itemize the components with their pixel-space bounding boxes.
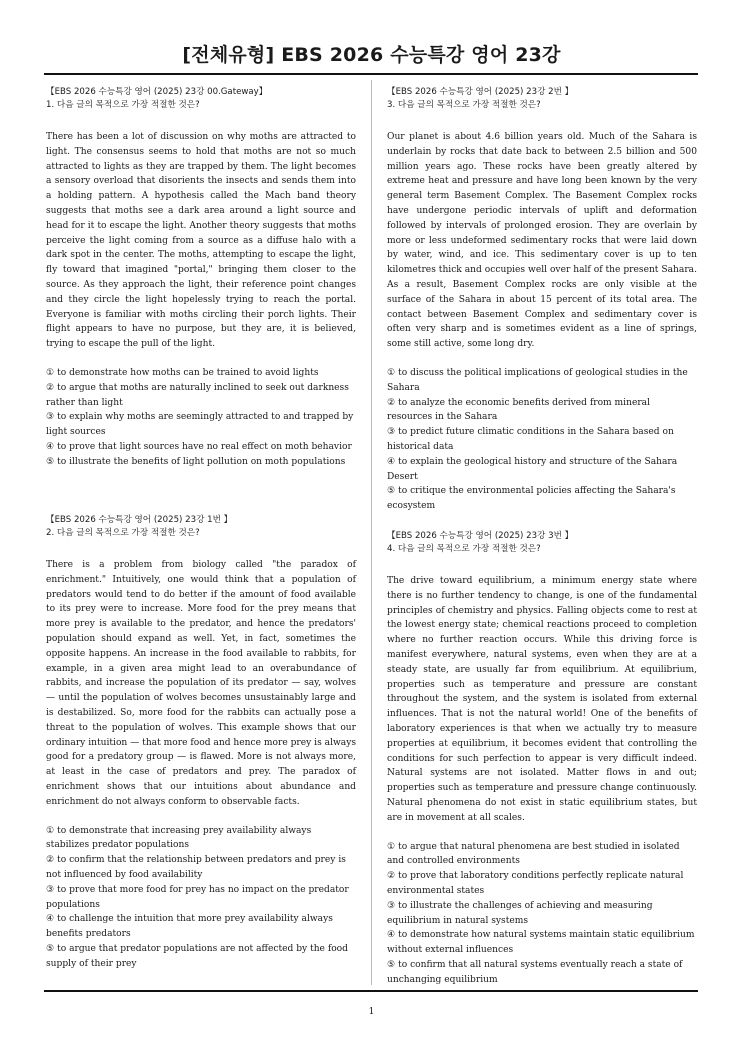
question-passage: Our planet is about 4.6 billion years old. Much of the Sahara is underlain by rocks that date back to between 2.5 billion and 500 million years ago. These rocks have been greatly altered by extreme heat and pressure and have long been known by the very general term Basement Complex. The Basement Complex rocks have undergone periodic intervals of uplift and deformation followed by intervals of prolonged erosion. They are overlain by more or less undeformed sedimentary rocks that were laid down by water, wind, and ice. This sedimentary cover is up to ten kilometres thick and occupies well over half of the present Sahara. As a result, Basement Complex rocks are only visible at the surface of the Sahara in about 15 percent of its total area. The contact between Basement Complex and sedimentary cover is often very sharp and is sometimes evident as a line of springs, some still active, some long dry.: [387, 132, 697, 350]
question-passage: There has been a lot of discussion on why moths are attracted to light. The consensus seems to hold that moths are not so much attracted to lights as they are trapped by them. The light becomes a sensory overload that disorients the insects and sends them into a holding pattern. A hypothesis called the Mach band theory suggests that moths see a dark area around a light source and head for it to escape the light. Another theory suggests that moths perceive the light coming from a source as a diffuse halo with a dark spot in the center. The moths, attempting to escape the light, fly toward that imagined "portal," bringing them closer to the source. As they approach the light, their reference point changes and they circle the light hopelessly trying to reach the portal. Everyone is familiar with moths circling their porch lights. Their flight appears to have no purpose, but they are, it is believed, trying to escape the pull of the light.: [46, 132, 356, 350]
answer-option: ③ to prove that more food for prey has no impact on the predator populations: [46, 884, 349, 910]
page-title: [전체유형] EBS 2026 수능특강 영어 23강: [182, 44, 561, 66]
answer-option: ③ to explain why moths are seemingly attracted to and trapped by light sources: [46, 412, 354, 438]
answer-option: ② to prove that laboratory conditions perfectly replicate natural environmental states: [387, 871, 684, 896]
answer-option: ⑤ to critique the environmental policies affecting the Sahara's ecosystem: [387, 486, 676, 512]
question-2: [46, 514, 356, 972]
question-passage: The drive toward equilibrium, a minimum energy state where there is no further tendency to change, is one of the fundamental principles of chemistry and physics. Falling objects come to rest at the lowest energy state; chemical reactions proceed to completion where no further reaction occurs. While this driving force is manifest everywhere, natural systems, even when they are at a steady state, are usually far from equilibrium. At equilibrium, properties such as temperature and pressure are constant throughout the system, and the system is isolated from external influences. That is not the natural world! One of the benefits of laboratory experiences is that when we actually try to measure properties at equilibrium, it becomes evident that controlling the conditions for such perfection to appear is very difficult indeed. Natural systems are not isolated. Matter flows in and out; properties such as temperature and pressure change continuously. Natural phenomena do not exist in static equilibrium states, but are in movement at all scales.: [387, 576, 697, 823]
top-rule: [44, 73, 698, 75]
answer-options: [46, 366, 356, 470]
question-source: 【EBS 2026 수능특강 영어 (2025) 23강 3번 】: [387, 531, 574, 541]
question-prompt: 3. 다음 글의 목적으로 가장 적절한 것은?: [387, 100, 541, 110]
question-passage: There is a problem from biology called "the paradox of enrichment." Intuitively, one would think that a population of predators would tend to do better if the amount of food available to its prey were to increase. More food for the prey means that more prey is available to the predator, and hence the predators' population should expand as well. Yet, in fact, sometimes the opposite happens. An increase in the food available to rabbits, for example, in a given area might lead to an overabundance of rabbits, and increase the population of its predator — say, wolves — until the population of wolves becomes unsustainably large and is destabilized. So, more food for the rabbits can actually pose a threat to the population of wolves. This example shows that our ordinary intuition — that more food and hence more prey is always good for a predatory group — is flawed. More is not always more, at least in the case of predators and prey. The paradox of enrichment shows that our intuitions about abundance and enrichment do not always conform to observable facts.: [46, 560, 356, 807]
answer-option: ⑤ to illustrate the benefits of light pollution on moth populations: [46, 456, 346, 467]
answer-option: ⑤ to confirm that all natural systems eventually reach a state of unchanging equilibrium: [387, 959, 683, 985]
question-3: [387, 86, 697, 514]
column-divider: [371, 80, 372, 985]
answer-option: ⑤ to argue that predator populations are not affected by the food supply of their prey: [46, 943, 348, 969]
question-4: [387, 530, 697, 988]
page-number: 1: [368, 1007, 375, 1017]
answer-options: [387, 366, 697, 514]
question-source: 【EBS 2026 수능특강 영어 (2025) 23강 00.Gateway】: [46, 87, 268, 97]
answer-option: ④ to prove that light sources have no real effect on moth behavior: [46, 441, 352, 452]
answer-option: ③ to predict future climatic conditions in the Sahara based on historical data: [387, 427, 674, 452]
question-1: [46, 86, 356, 470]
question-prompt: 1. 다음 글의 목적으로 가장 적절한 것은?: [46, 100, 200, 110]
answer-option: ④ to demonstrate how natural systems maintain static equilibrium without external influences: [387, 930, 695, 956]
answer-option: ① to demonstrate how moths can be trained to avoid lights: [46, 367, 319, 378]
answer-options: [46, 824, 356, 972]
answer-option: ① to demonstrate that increasing prey availability always stabilizes predator populations: [46, 825, 312, 851]
answer-options: [387, 840, 697, 988]
answer-option: ④ to explain the geological history and structure of the Sahara Desert: [387, 456, 678, 482]
answer-option: ② to analyze the economic benefits derived from mineral resources in the Sahara: [387, 397, 651, 423]
answer-option: ④ to challenge the intuition that more prey availability always benefits predators: [46, 914, 333, 940]
bottom-rule: [44, 990, 698, 992]
answer-option: ① to discuss the political implications of geological studies in the Sahara: [387, 367, 688, 393]
question-source: 【EBS 2026 수능특강 영어 (2025) 23강 2번 】: [387, 87, 574, 97]
question-prompt: 4. 다음 글의 목적으로 가장 적절한 것은?: [387, 544, 541, 554]
question-prompt: 2. 다음 글의 목적으로 가장 적절한 것은?: [46, 528, 200, 538]
answer-option: ③ to illustrate the challenges of achieving and measuring equilibrium in natural systems: [387, 900, 653, 926]
question-source: 【EBS 2026 수능특강 영어 (2025) 23강 1번 】: [46, 515, 233, 525]
answer-option: ② to confirm that the relationship between predators and prey is not influenced by food availability: [46, 855, 346, 880]
answer-option: ① to argue that natural phenomena are best studied in isolated and controlled environments: [387, 841, 680, 867]
answer-option: ② to argue that moths are naturally inclined to seek out darkness rather than light: [46, 382, 349, 408]
